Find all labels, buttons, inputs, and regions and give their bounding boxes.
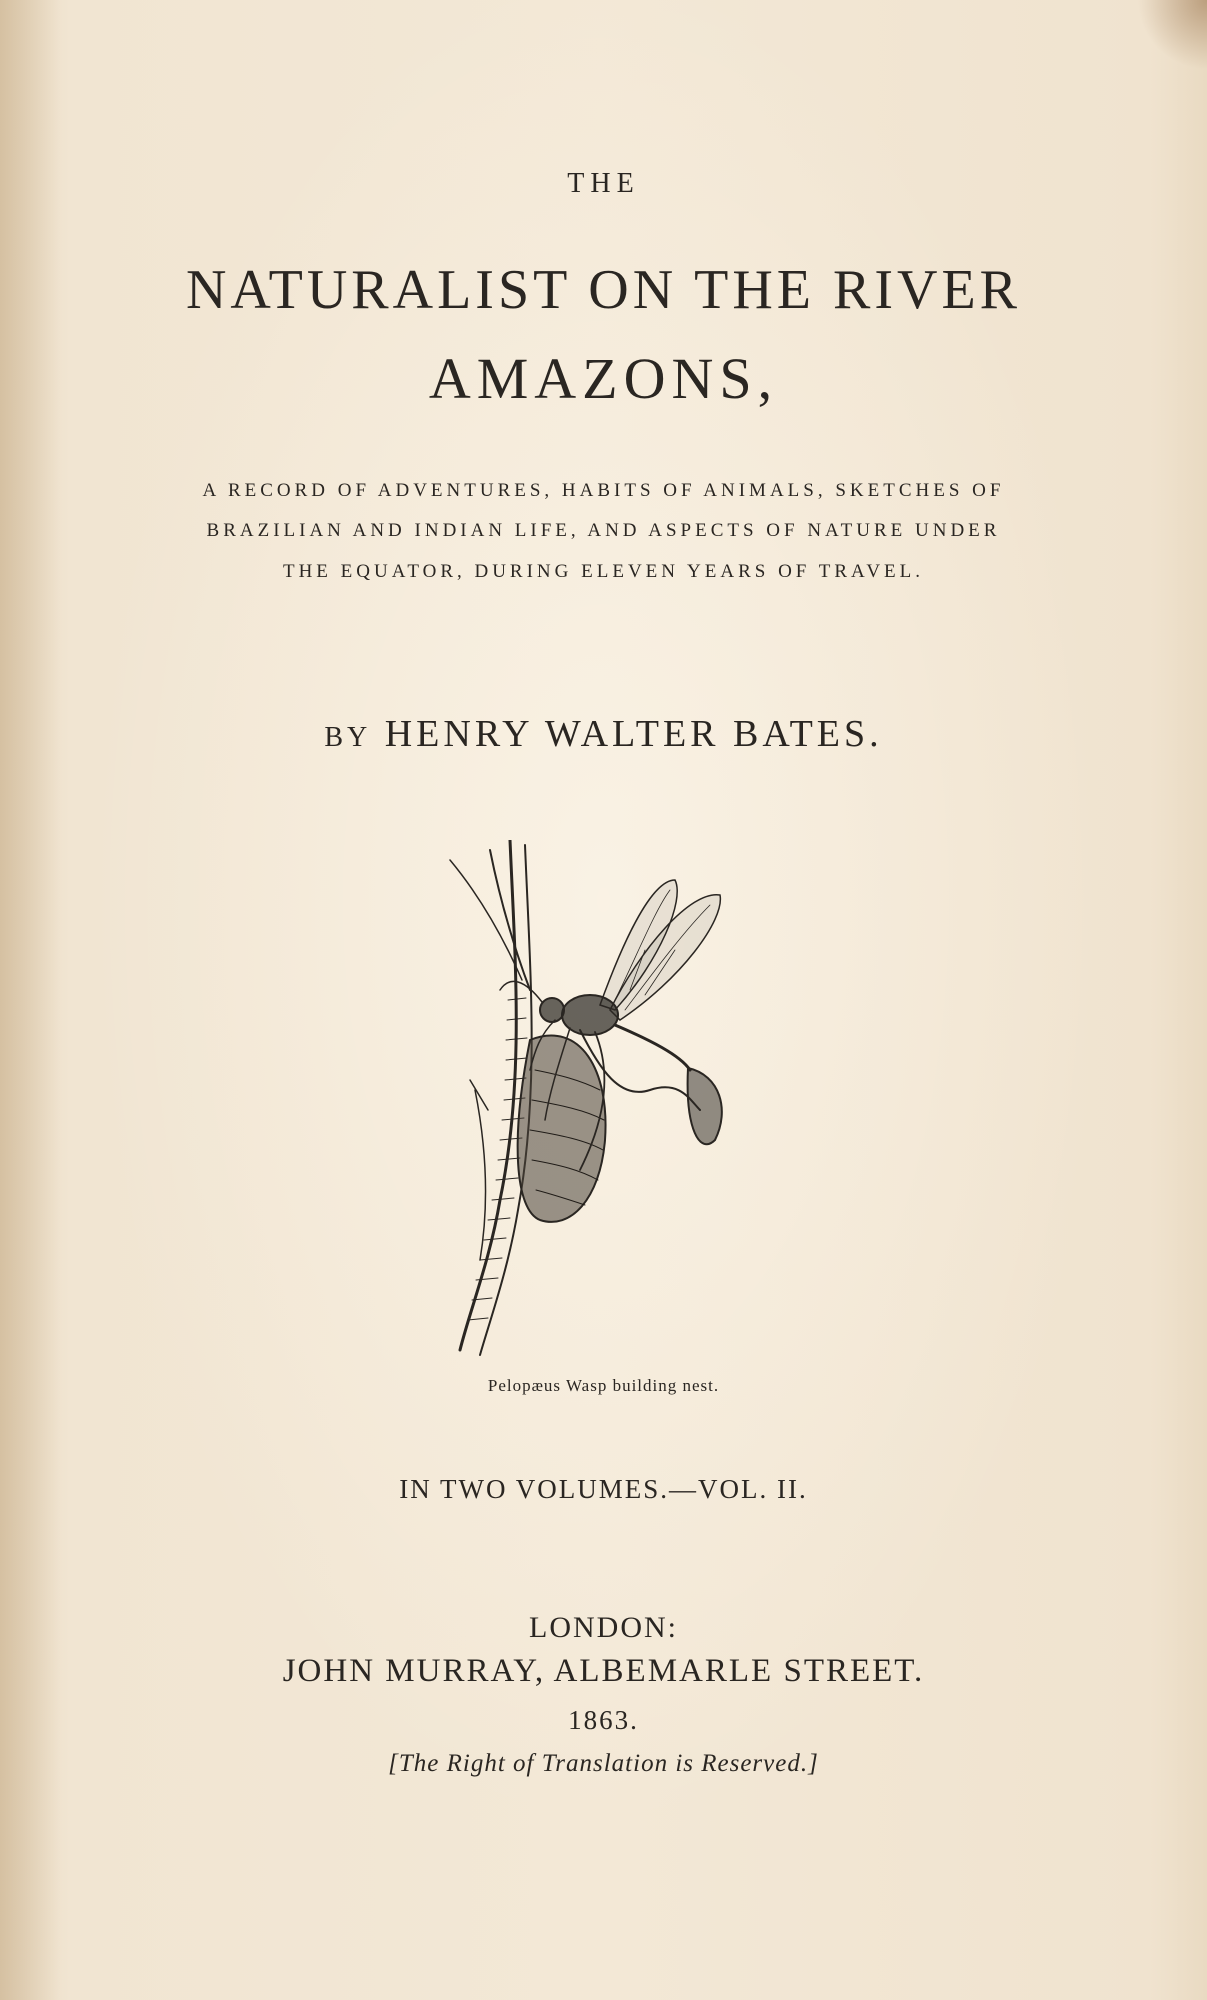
- subtitle-line-3: THE EQUATOR, DURING ELEVEN YEARS OF TRAVEL.: [282, 561, 925, 582]
- illustration-caption: Pelopæus Wasp building nest.: [487, 1376, 720, 1395]
- wasp-engraving-icon: [430, 840, 790, 1360]
- corner-stain: [1137, 0, 1207, 70]
- book-title-line-2: AMAZONS,: [428, 346, 779, 411]
- subtitle-line-1: A RECORD OF ADVENTURES, HABITS OF ANIMALS, SKETCHES OF: [202, 480, 1005, 501]
- volume-statement: IN TWO VOLUMES.—VOL. II.: [399, 1474, 808, 1504]
- rights-notice: [The Right of Translation is Reserved.]: [388, 1750, 819, 1777]
- imprint-year: 1863.: [568, 1705, 639, 1735]
- title-article: THE: [567, 168, 640, 199]
- book-title-line-1: NATURALIST ON THE RIVER: [185, 259, 1022, 321]
- author-name: HENRY WALTER BATES.: [384, 713, 883, 755]
- author-by: BY: [324, 722, 372, 753]
- subtitle-line-2: BRAZILIAN AND INDIAN LIFE, AND ASPECTS OF NATURE UNDER: [206, 520, 1001, 541]
- imprint-publisher: JOHN MURRAY, ALBEMARLE STREET.: [282, 1653, 925, 1689]
- imprint-city: LONDON:: [529, 1611, 678, 1644]
- author-line: [0, 712, 1207, 756]
